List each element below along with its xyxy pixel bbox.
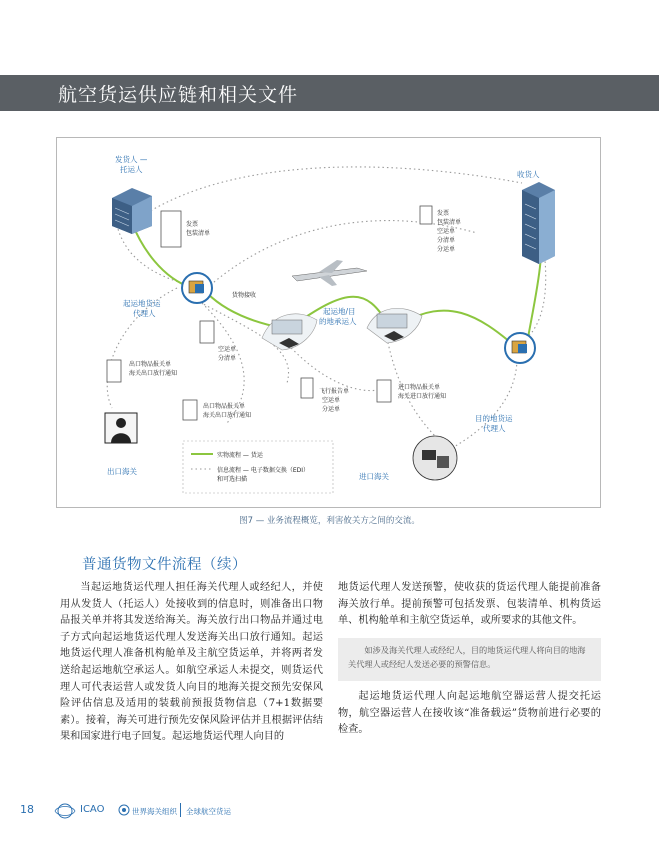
paragraph-right-1: 地货运代理人发送预警，使收获的货运代理人能提前准备海关放行单。提前预警可包括发票、包装清单、机构货运单、机构舱单和主航空货运单，或所要求的其他文件。	[338, 582, 601, 627]
doc-goods-receipt: 货物接收	[232, 292, 257, 299]
legend-info-1: 信息流程 — 电子数据交换（EDI）	[217, 467, 309, 474]
info-line-carrier-flight	[282, 338, 387, 391]
doc-icon-import	[377, 380, 391, 402]
footer-logos	[52, 800, 292, 822]
doc-import-0: 进口物品报关单	[398, 384, 441, 391]
note-box: 如涉及海关代理人或经纪人，目的地货运代理人将向目的地海关代理人或经纪人发送必要的预警信息。	[338, 638, 601, 681]
doc-flight-0: 飞行报告单	[319, 388, 350, 395]
consignee-building-icon	[522, 182, 555, 264]
doc-export-a-1: 海关出口放行通知	[129, 370, 178, 377]
icao-emblem-icon	[52, 801, 78, 821]
doc-awb-0: 空运单	[218, 346, 237, 353]
page-title: 航空货运供应链和相关文件	[58, 84, 299, 106]
doc-consignee-3: 分清单	[437, 237, 456, 244]
doc-flight-2: 分运单	[322, 406, 341, 413]
legend	[183, 441, 333, 493]
shipper-building-icon	[112, 188, 152, 234]
doc-consignee-1: 包装清单	[437, 219, 462, 226]
doc-flight-1: 空运单	[322, 397, 341, 404]
title-banner	[0, 75, 659, 111]
label-origin-forwarder-2: 代理人	[133, 309, 156, 318]
partner-logo-text: 全球航空货运	[186, 807, 231, 816]
label-export-customs: 出口海关	[107, 467, 137, 476]
legend-info-2: 和可选扫描	[217, 476, 248, 483]
doc-awb-1: 分清单	[218, 355, 237, 362]
doc-icon-export-a	[107, 360, 121, 382]
import-customs-icon	[413, 436, 457, 480]
label-consignee: 收货人	[517, 170, 540, 179]
doc-icon-awb	[200, 321, 214, 343]
doc-icon-flight	[301, 378, 313, 398]
figure-caption: 图7 — 业务流程概览，利害攸关方之间的交流。	[239, 516, 420, 526]
dest-forwarder-icon	[505, 333, 535, 363]
airplane-icon	[292, 260, 367, 286]
diagram-canvas	[57, 138, 602, 509]
legend-physical: 实物流程 — 货运	[217, 452, 263, 459]
page-number: 18	[20, 803, 34, 816]
info-line-shipper-consignee	[147, 167, 522, 213]
doc-icon-export-b	[183, 400, 197, 420]
icao-logo-text: ICAO	[80, 804, 105, 815]
doc-icon-shipper	[161, 211, 181, 247]
doc-consignee-0: 发票	[437, 210, 450, 217]
doc-shipper-1: 包装清单	[186, 230, 211, 237]
label-dest-forwarder-2: 代理人	[483, 424, 506, 433]
wco-logo-text: 世界海关组织	[132, 807, 177, 816]
label-shipper-2: 托运人	[120, 165, 143, 174]
footer-divider	[180, 803, 181, 817]
doc-export-b-0: 出口物品报关单	[203, 403, 246, 410]
label-dest-forwarder-1: 目的地货运	[475, 414, 513, 423]
doc-consignee-2: 空运单	[437, 228, 456, 235]
section-title: 普通货物文件流程（续）	[82, 557, 247, 573]
process-diagram	[56, 137, 601, 508]
label-shipper-1: 发货人 —	[115, 155, 148, 164]
export-customs-icon	[105, 413, 137, 443]
paragraph-right-2: 起运地货运代理人向起运地航空器运营人提交托运物，航空器运营人在接收该“准备载运”货物前进行必要的检查。	[338, 691, 601, 736]
doc-shipper-0: 发票	[186, 221, 199, 228]
label-carrier-1: 起运地/目	[323, 307, 356, 316]
origin-forwarder-icon	[182, 273, 212, 303]
doc-export-b-1: 海关出口放行通知	[203, 412, 252, 419]
doc-export-a-0: 出口物品报关单	[129, 361, 172, 368]
wco-emblem-icon	[118, 803, 130, 817]
info-line-import-dest	[452, 358, 517, 448]
label-import-customs: 进口海关	[359, 472, 389, 481]
doc-consignee-4: 分运单	[437, 246, 456, 253]
doc-import-1: 海关进口放行通知	[398, 393, 447, 400]
doc-icon-consignee	[420, 206, 432, 224]
paragraph-left: 当起运地货运代理人担任海关代理人或经纪人，并使用从发货人（托运人）处接收到的信息时，则准备出口物品报关单并将其发送给海关。海关放行出口物品并通过电子方式向起运地货运代理人发送海关出口放行通知。起运地货运代理人准备机构舱单及主航空货运单，并将两者发送给起运地航空承运人。如航空承运人未提交，则货运代理人可代表运营人或发货人向目的地海关提交预先安保风险评估信息及适用的装载前预报货物信息（7+1数据要素）。接着，海关可进行预先安保风险评估并且根据评估结果和国家进行电子回复。起运地货运代理人向目的	[60, 582, 323, 743]
dest-carrier-icon	[367, 308, 422, 343]
label-origin-forwarder-1: 起运地货运	[123, 299, 161, 308]
label-carrier-2: 的地承运人	[319, 317, 357, 326]
origin-carrier-icon	[262, 314, 317, 350]
